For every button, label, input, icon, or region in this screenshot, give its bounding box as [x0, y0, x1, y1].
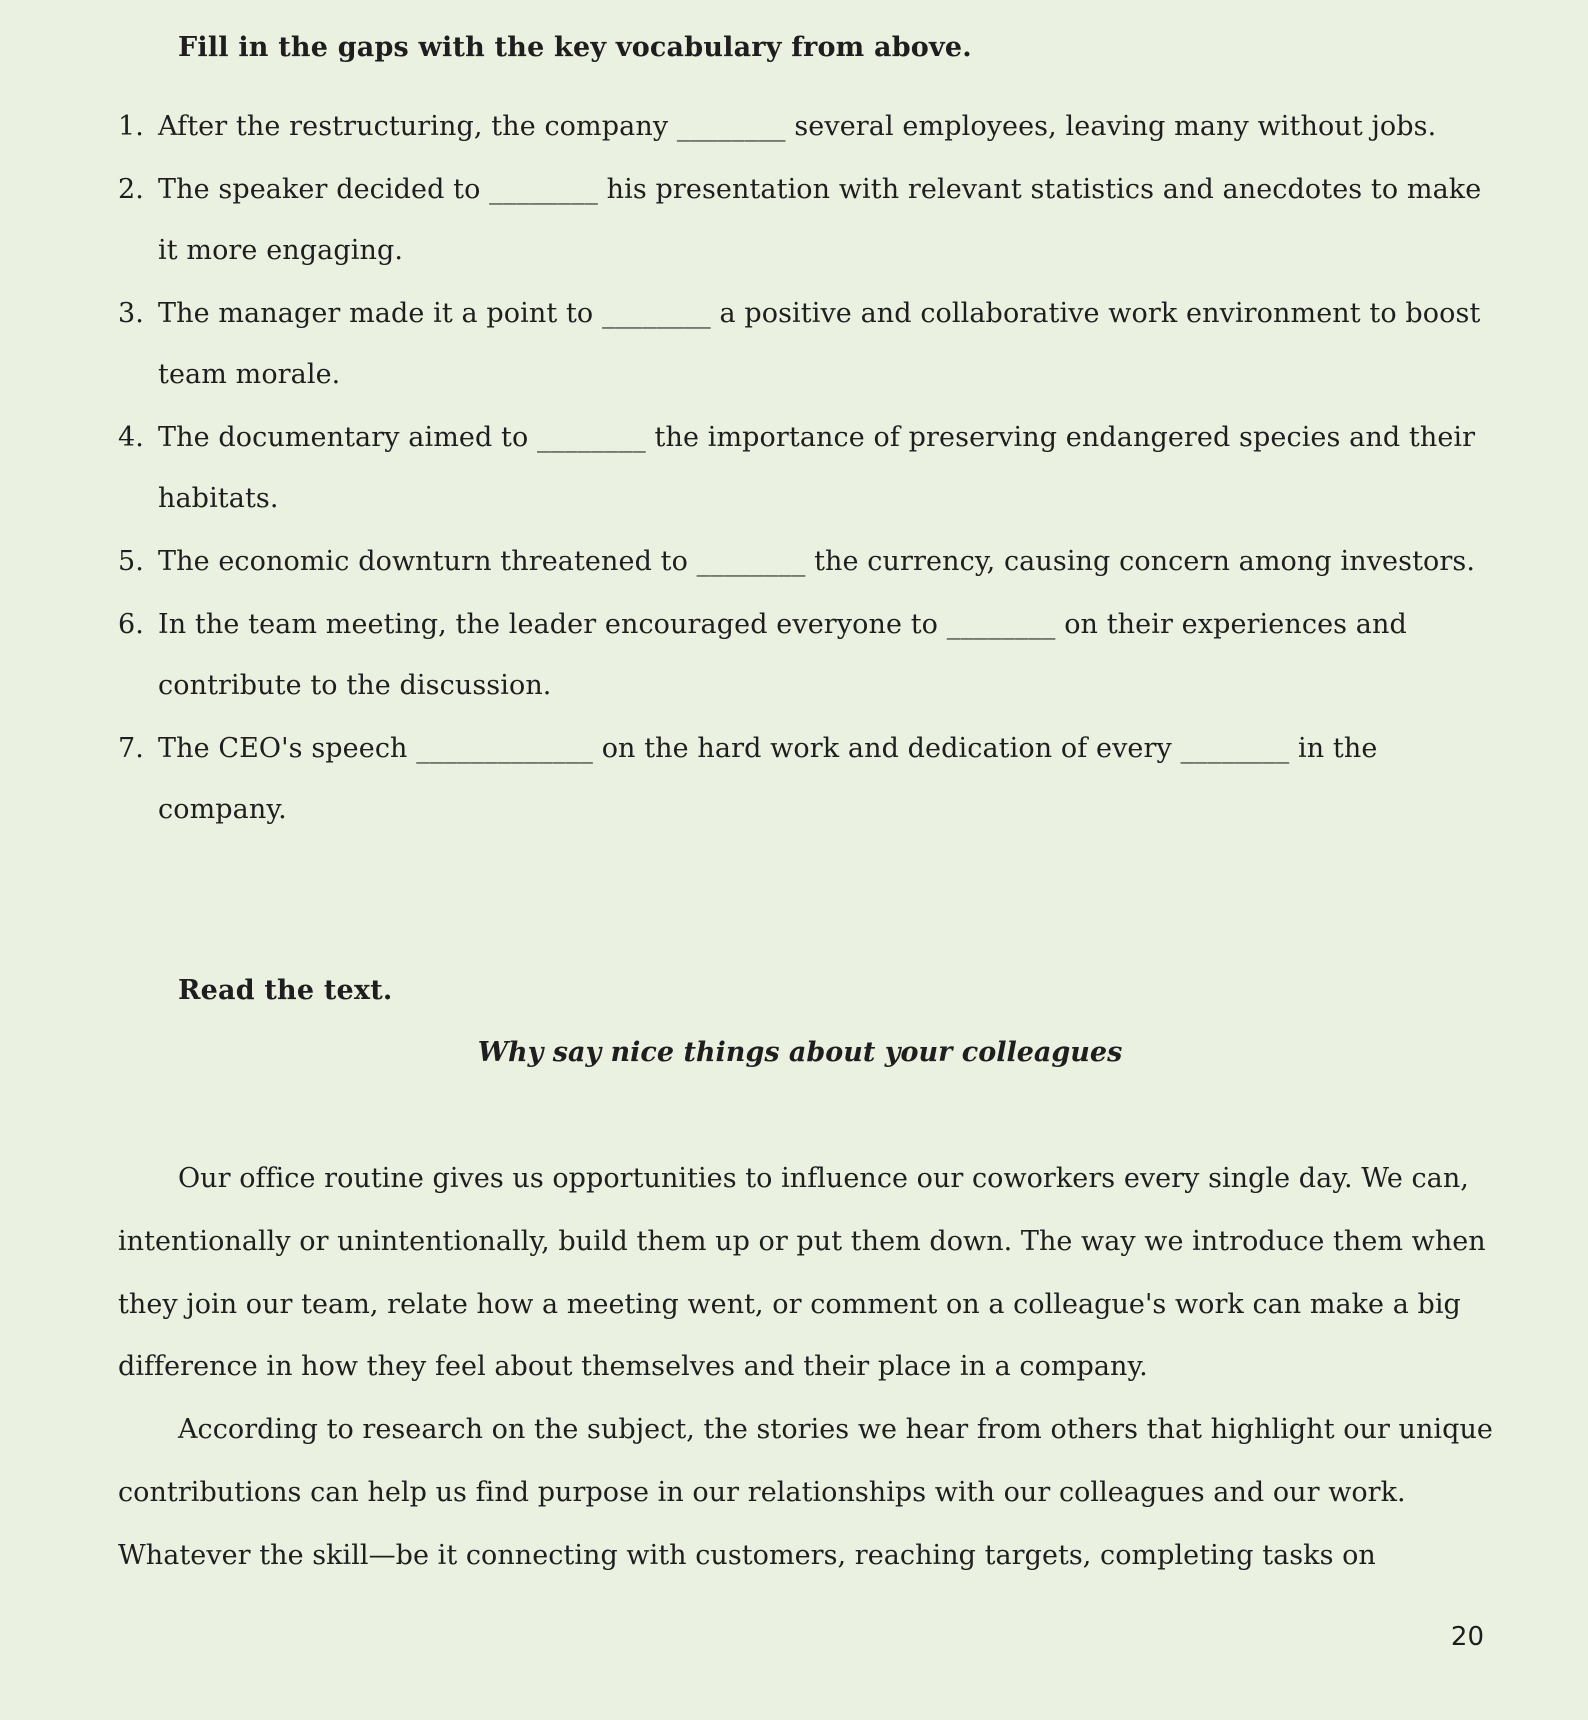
- item-number: 7.: [118, 733, 144, 764]
- item-text: The economic downturn threatened to ________ the currency, causing concern among investors.: [158, 546, 1476, 577]
- item-number: 6.: [118, 609, 144, 640]
- item-number: 1.: [118, 111, 144, 142]
- reading-paragraph: Our office routine gives us opportunities to influence our coworkers every single day. We can, intentionally or unintentionally, build them up or put them down. The way we introduce them when they join our team, relate how a meeting went, or comment on a colleague's work can make a big difference in how they feel about themselves and their place in a company.: [118, 1163, 1486, 1383]
- item-number: 4.: [118, 422, 144, 453]
- item-text: The documentary aimed to ________ the importance of preserving endangered species and their habitats.: [158, 422, 1476, 514]
- item-text: After the restructuring, the company ________ several employees, leaving many without jobs.: [158, 111, 1437, 142]
- gap-fill-list: [118, 96, 1498, 842]
- list-item: [118, 96, 1498, 157]
- list-item: [118, 594, 1498, 716]
- reading-paragraph: According to research on the subject, the stories we hear from others that highlight our unique contributions can help us find purpose in our relationships with our colleagues and our work. Whatever the skill—be it connecting with customers, reaching targets, completing tasks on: [118, 1414, 1493, 1571]
- list-item: [118, 159, 1498, 281]
- item-text: The speaker decided to ________ his presentation with relevant statistics and anecdotes to make it more engaging.: [158, 174, 1482, 266]
- list-item: [118, 718, 1498, 840]
- item-text: The CEO's speech _____________ on the hard work and dedication of every ________ in the company.: [158, 733, 1378, 825]
- item-number: 2.: [118, 174, 144, 205]
- item-number: 5.: [118, 546, 144, 577]
- reading-body: [118, 1148, 1496, 1588]
- exercise-instruction: Fill in the gaps with the key vocabulary from above.: [178, 32, 972, 63]
- item-text: The manager made it a point to ________ a positive and collaborative work environment to boost team morale.: [158, 298, 1481, 390]
- list-item: [118, 283, 1498, 405]
- list-item: [118, 531, 1498, 592]
- list-item: [118, 407, 1498, 529]
- reading-instruction: Read the text.: [178, 975, 393, 1006]
- item-number: 3.: [118, 298, 144, 329]
- page-number: 20: [1450, 1622, 1484, 1652]
- reading-title: Why say nice things about your colleagues: [477, 1037, 1123, 1068]
- item-text: In the team meeting, the leader encouraged everyone to ________ on their experiences and contribute to the discussion.: [158, 609, 1407, 701]
